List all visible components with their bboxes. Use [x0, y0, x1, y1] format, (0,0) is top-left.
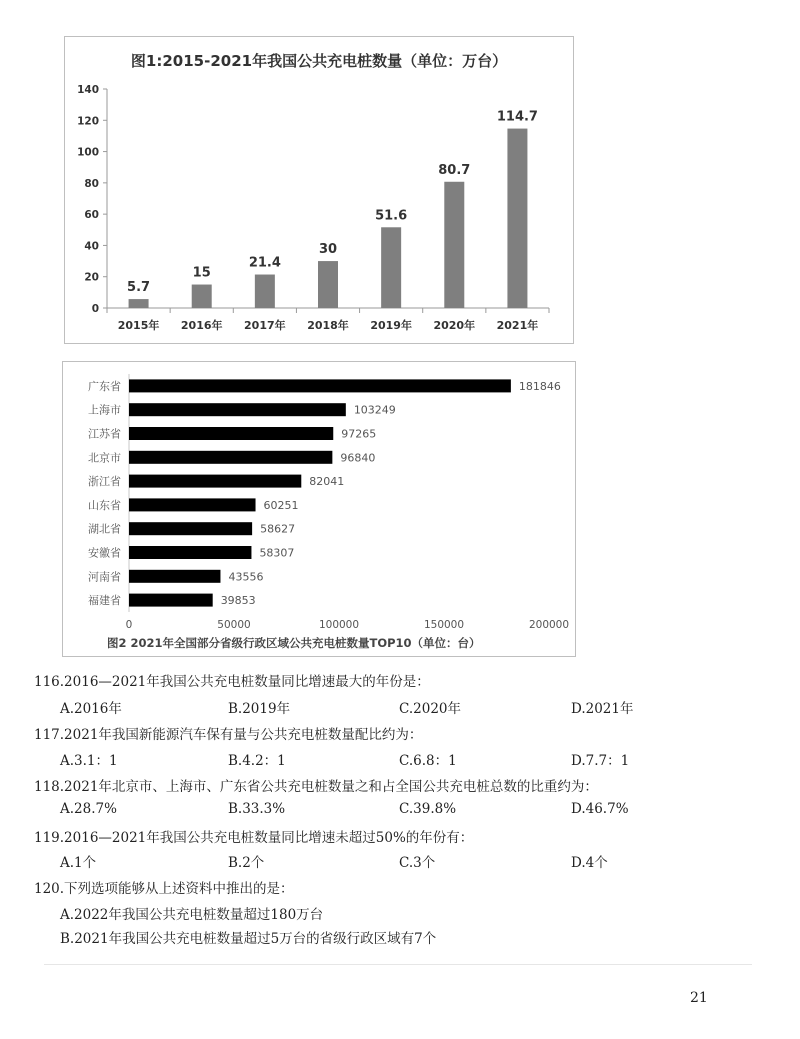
- question-118: 118.2021年北京市、上海市、广东省公共充电桩数量之和占全国公共充电桩总数的比重约为：: [34, 779, 598, 795]
- bar: [381, 227, 401, 308]
- option-117-c: C.6.8：1: [399, 753, 457, 769]
- bar-value-label: 97265: [341, 427, 377, 441]
- page-number: 21: [690, 990, 708, 1006]
- option-118-b: B.33.3%: [228, 801, 286, 817]
- option-118-a: A.28.7%: [60, 801, 117, 817]
- y-tick-label: 40: [84, 240, 99, 253]
- chart-1-title: 图1:2015-2021年我国公共充电桩数量（单位：万台）: [130, 52, 508, 70]
- x-tick-label: 50000: [217, 619, 251, 631]
- option-117-a: A.3.1：1: [60, 753, 118, 769]
- category-label: 广东省: [88, 379, 121, 393]
- bar-value-label: 58307: [259, 546, 295, 560]
- chart-1-plot: [65, 37, 573, 343]
- bar: [444, 182, 464, 308]
- x-tick-label: 2016年: [180, 319, 223, 332]
- option-118-c: C.39.8%: [399, 801, 457, 817]
- question-117: 117.2021年我国新能源汽车保有量与公共充电桩数量配比约为：: [34, 727, 423, 743]
- bar-value-label: 39853: [220, 594, 256, 608]
- bar-value-label: 15: [192, 265, 211, 281]
- question-116: 116.2016—2021年我国公共充电桩数量同比增速最大的年份是：: [34, 674, 430, 690]
- bar: [507, 129, 527, 308]
- x-tick-label: 100000: [318, 619, 360, 631]
- option-116-c: C.2020年: [399, 701, 461, 717]
- option-119-a: A.1个: [60, 855, 97, 871]
- option-119-d: D.4个: [571, 855, 608, 871]
- chart-2-panel: [62, 361, 576, 657]
- bar: [129, 570, 220, 583]
- category-label: 湖北省: [88, 522, 121, 536]
- bar: [129, 522, 252, 535]
- bar-value-label: 43556: [228, 570, 264, 584]
- bar: [255, 275, 275, 308]
- bar: [129, 379, 511, 392]
- option-118-d: D.46.7%: [571, 801, 629, 817]
- bar: [129, 403, 346, 416]
- bar-value-label: 58627: [260, 522, 296, 536]
- bar-value-label: 51.6: [375, 208, 408, 224]
- x-tick-label: 2021年: [496, 319, 539, 332]
- y-tick-label: 100: [77, 146, 99, 159]
- chart-1-panel: [64, 36, 574, 344]
- bar: [129, 498, 256, 511]
- option-117-d: D.7.7：1: [571, 753, 630, 769]
- category-label: 福建省: [88, 594, 121, 608]
- option-116-d: D.2021年: [571, 701, 634, 717]
- x-tick-label: 200000: [528, 619, 570, 631]
- y-tick-label: 120: [77, 115, 99, 128]
- divider: [44, 964, 752, 965]
- option-120-a: A.2022年我国公共充电桩数量超过180万台: [60, 907, 324, 923]
- bar: [129, 475, 301, 488]
- option-116-a: A.2016年: [60, 701, 122, 717]
- bar: [129, 299, 149, 308]
- bar-value-label: 114.7: [496, 109, 538, 125]
- bar: [129, 594, 213, 607]
- bar: [129, 451, 332, 464]
- option-119-b: B.2个: [228, 855, 265, 871]
- y-tick-label: 60: [84, 209, 99, 222]
- bar-value-label: 82041: [309, 475, 345, 489]
- chart-2-title: 图2 2021年全国部分省级行政区域公共充电桩数量TOP10（单位：台）: [107, 636, 481, 650]
- category-label: 安徽省: [88, 546, 121, 560]
- y-tick-label: 140: [77, 84, 99, 96]
- bar: [318, 261, 338, 308]
- question-119: 119.2016—2021年我国公共充电桩数量同比增速未超过50%的年份有：: [34, 830, 474, 846]
- x-tick-label: 0: [125, 619, 133, 631]
- bar-value-label: 96840: [340, 451, 376, 465]
- option-117-b: B.4.2：1: [228, 753, 286, 769]
- bar-value-label: 181846: [518, 379, 561, 393]
- chart-2-plot: [63, 362, 575, 656]
- x-tick-label: 2018年: [307, 319, 349, 332]
- category-label: 河南省: [88, 570, 121, 584]
- category-label: 浙江省: [88, 475, 121, 489]
- bar: [129, 546, 251, 559]
- category-label: 上海市: [88, 403, 121, 417]
- option-120-b: B.2021年我国公共充电桩数量超过5万台的省级行政区域有7个: [60, 931, 437, 947]
- x-tick-label: 2020年: [433, 319, 476, 332]
- bar-value-label: 30: [318, 242, 338, 258]
- bar-value-label: 103249: [353, 403, 396, 417]
- category-label: 江苏省: [88, 427, 121, 441]
- y-tick-label: 20: [84, 271, 99, 284]
- bar-value-label: 60251: [263, 498, 299, 512]
- option-119-c: C.3个: [399, 855, 436, 871]
- y-tick-label: 0: [91, 303, 99, 315]
- bar: [129, 427, 333, 440]
- bar: [192, 285, 212, 308]
- x-tick-label: 2019年: [370, 319, 412, 332]
- option-116-b: B.2019年: [228, 701, 291, 717]
- x-tick-label: 150000: [423, 619, 465, 631]
- bar-value-label: 80.7: [438, 162, 471, 178]
- x-tick-label: 2017年: [244, 319, 286, 332]
- question-120: 120.下列选项能够从上述资料中推出的是：: [34, 881, 294, 897]
- category-label: 山东省: [88, 498, 121, 512]
- bar-value-label: 5.7: [127, 280, 151, 296]
- category-label: 北京市: [88, 451, 121, 465]
- bar-value-label: 21.4: [248, 255, 281, 271]
- x-tick-label: 2015年: [117, 319, 160, 332]
- y-tick-label: 80: [84, 177, 99, 190]
